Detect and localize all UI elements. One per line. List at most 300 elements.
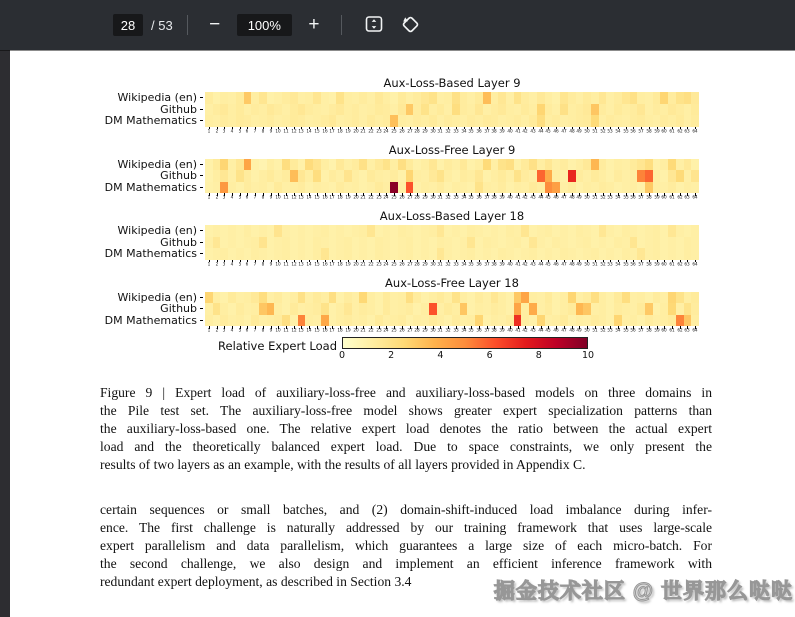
x-tick [614, 127, 622, 136]
heatmap-cell [352, 248, 360, 260]
watermark: 掘金技术社区 @ 世界那么哒哒 [493, 580, 793, 603]
heatmap-cell [545, 92, 553, 104]
x-tick [321, 193, 329, 202]
heatmap-cell [398, 237, 406, 249]
x-tick-label: 8 [261, 328, 265, 333]
heatmap-cell [329, 170, 337, 182]
heatmap-cell [606, 92, 614, 104]
heatmap-cell [498, 182, 506, 194]
heatmap-cell [274, 248, 282, 260]
heatmap-cell [444, 225, 452, 237]
heatmap-cell [614, 292, 622, 304]
heatmap-cell [274, 170, 282, 182]
x-tick [545, 127, 553, 136]
x-tick [467, 127, 475, 136]
heatmap-cell [676, 159, 684, 171]
heatmap-cell [336, 104, 344, 116]
x-tick-label: 37 [484, 195, 490, 200]
heatmap-cell [329, 248, 337, 260]
heatmap-cell [244, 159, 252, 171]
heatmap-cell [375, 292, 383, 304]
heatmap-cell [220, 237, 228, 249]
heatmap-cell [576, 92, 584, 104]
heatmap-cell [491, 315, 499, 327]
heatmap-cell [344, 170, 352, 182]
x-tick-label: 21 [360, 261, 366, 267]
heatmap-cell [329, 225, 337, 237]
heatmap-cell [684, 115, 692, 127]
heatmap-cell [467, 303, 475, 315]
x-tick-label: 36 [476, 128, 482, 134]
x-tick [228, 127, 236, 136]
page-number-input[interactable]: 28 [113, 14, 143, 36]
heatmap-cell [313, 159, 321, 171]
body-line: redundant expert deployment, as described in Section 3.4 [100, 574, 412, 589]
heatmap-cell [668, 182, 676, 194]
x-tick-label: 29 [422, 261, 428, 267]
heatmap-cell [390, 315, 398, 327]
x-tick [491, 326, 499, 335]
heatmap-cell [244, 182, 252, 194]
heatmap-cell [213, 159, 221, 171]
heatmap-cell [653, 237, 661, 249]
heatmap-cell [352, 159, 360, 171]
heatmap-cell [660, 182, 668, 194]
heatmap-cell [460, 115, 468, 127]
heatmap-cell [691, 170, 699, 182]
x-tick [498, 127, 506, 136]
heatmap-cell [552, 292, 560, 304]
x-tick-label: 8 [261, 128, 265, 134]
heatmap-cell [406, 170, 414, 182]
x-tick [390, 193, 398, 202]
heatmap-cell [298, 237, 306, 249]
x-tick [660, 260, 668, 269]
x-tick-label: 42 [522, 128, 529, 134]
x-tick [251, 260, 259, 269]
x-tick-label: 49 [576, 328, 583, 333]
heatmap-cell [537, 182, 545, 194]
x-tick-label: 61 [669, 261, 675, 267]
heatmap-cell [290, 170, 298, 182]
x-tick [537, 326, 545, 335]
heatmap-cell [236, 315, 244, 327]
x-tick-label: 26 [399, 328, 405, 333]
heatmap-cell [668, 159, 676, 171]
heatmap-cell [637, 92, 645, 104]
x-tick-label: 14 [306, 328, 312, 333]
heatmap-cell [506, 159, 514, 171]
x-tick-label: 21 [360, 328, 366, 333]
heatmap-cell [259, 292, 267, 304]
x-tick-label: 14 [306, 261, 312, 267]
heatmap-cell [691, 248, 699, 260]
heatmap-cell [444, 92, 452, 104]
heatmap-cell [637, 237, 645, 249]
x-tick [537, 127, 545, 136]
heatmap-cell [521, 92, 529, 104]
heatmap-cell [560, 115, 568, 127]
x-tick-label: 44 [538, 195, 544, 200]
heatmap-cell [344, 92, 352, 104]
heatmap-cell [637, 104, 645, 116]
x-tick [552, 326, 560, 335]
heatmap-cell [437, 182, 445, 194]
colorbar-ticks [338, 349, 595, 361]
heatmap-cell [514, 170, 522, 182]
heatmap-cell [421, 315, 429, 327]
heatmap-cell [359, 182, 367, 194]
heatmap-cell [529, 159, 537, 171]
heatmap-cell [228, 115, 236, 127]
heatmap-cell [691, 92, 699, 104]
x-tick-label: 20 [352, 195, 359, 200]
heatmap-cell [359, 92, 367, 104]
heatmap-cell [691, 159, 699, 171]
heatmap-cell [220, 92, 228, 104]
x-tick [514, 326, 522, 335]
heatmap-cell [691, 115, 699, 127]
x-tick-label: 56 [630, 195, 637, 200]
heatmap-cell [529, 104, 537, 116]
x-tick [653, 127, 661, 136]
heatmap-cell [514, 225, 522, 237]
heatmap-cell [344, 315, 352, 327]
heatmap-cell [545, 248, 553, 260]
heatmap-cell [537, 104, 545, 116]
x-tick-label: 17 [329, 195, 336, 200]
heatmap-cell [282, 237, 290, 249]
x-tick [622, 193, 630, 202]
heatmap-cell [606, 225, 614, 237]
x-tick-label: 23 [375, 328, 382, 333]
heatmap-cell [514, 182, 522, 194]
heatmap-cell [684, 237, 692, 249]
x-tick-label: 61 [669, 195, 675, 200]
rotate-button[interactable] [397, 12, 423, 38]
heatmap-cell [568, 182, 576, 194]
x-tick-label: 59 [653, 261, 660, 267]
heatmap-cell [259, 104, 267, 116]
heatmap-cell [244, 303, 252, 315]
figure-caption [100, 384, 712, 474]
heatmap-cell [259, 92, 267, 104]
x-tick-label: 25 [391, 128, 397, 134]
heatmap-cell [220, 303, 228, 315]
x-tick [637, 260, 645, 269]
x-tick-label: 8 [261, 261, 265, 267]
heatmap-cell [475, 303, 483, 315]
heatmap-cell [506, 182, 514, 194]
colorbar-label: Relative Expert Load [218, 339, 337, 353]
heatmap-cell [367, 170, 375, 182]
heatmap-cell [521, 315, 529, 327]
x-tick [591, 127, 599, 136]
heatmap-cell [406, 237, 414, 249]
x-tick [560, 193, 568, 202]
x-tick-label: 5 [238, 261, 242, 267]
heatmap-cell [521, 104, 529, 116]
heatmap-cell [491, 115, 499, 127]
x-tick [645, 260, 653, 269]
x-tick [614, 260, 622, 269]
x-tick [413, 326, 421, 335]
x-tick-label: 38 [491, 195, 498, 200]
x-tick-label: 57 [638, 261, 644, 267]
heatmap-cell [359, 225, 367, 237]
heatmap-cell [591, 170, 599, 182]
x-tick [529, 127, 537, 136]
heatmap-cell [383, 115, 391, 127]
row-label: DM Mathematics [104, 247, 197, 260]
heatmap-cell [305, 315, 313, 327]
x-tick [383, 260, 391, 269]
heatmap-cell [691, 237, 699, 249]
heatmap-cell [591, 303, 599, 315]
heatmap-cell [560, 170, 568, 182]
heatmap-cell [228, 170, 236, 182]
heatmap-cell [274, 315, 282, 327]
heatmap-cell [367, 115, 375, 127]
heatmap-cell [560, 225, 568, 237]
heatmap-cell [467, 104, 475, 116]
heatmap-cell [367, 104, 375, 116]
heatmap-cell [529, 170, 537, 182]
heatmap-cell [251, 104, 259, 116]
x-tick-label: 52 [599, 128, 606, 134]
x-tick [236, 193, 244, 202]
heatmap-cell [344, 159, 352, 171]
heatmap-cell [491, 170, 499, 182]
heatmap-cell [645, 104, 653, 116]
x-tick-label: 54 [615, 128, 621, 134]
x-tick-label: 23 [375, 128, 382, 134]
x-tick [545, 260, 553, 269]
caption-line: the Pile test set. The auxiliary-loss-free model shows greater expert specialization patterns than [100, 403, 712, 418]
heatmap-cell [251, 315, 259, 327]
heatmap-cell [676, 170, 684, 182]
x-tick-label: 18 [337, 261, 343, 267]
heatmap-cell [491, 303, 499, 315]
x-tick [498, 260, 506, 269]
heatmap-cell [452, 303, 460, 315]
y-tick [200, 109, 203, 110]
heatmap-cell [684, 104, 692, 116]
colorbar-tick-label: 8 [535, 350, 542, 361]
heatmap-cell [583, 315, 591, 327]
x-tick-label: 60 [661, 195, 667, 200]
y-tick [200, 187, 203, 188]
x-tick-label: 43 [530, 195, 536, 200]
x-tick [367, 326, 375, 335]
fit-to-page-button[interactable] [361, 12, 387, 38]
heatmap-cell [413, 237, 421, 249]
heatmap-cell [290, 115, 298, 127]
x-tick-label: 62 [677, 128, 683, 134]
heatmap-cell [622, 182, 630, 194]
heatmap-cell [321, 315, 329, 327]
x-tick-label: 41 [514, 128, 521, 134]
x-tick-label: 39 [499, 261, 505, 267]
heatmap-cell [460, 170, 468, 182]
heatmap-cell [390, 248, 398, 260]
heatmap-cell [452, 248, 460, 260]
heatmap-cell [220, 170, 228, 182]
heatmap-cell [352, 292, 360, 304]
x-tick [282, 193, 290, 202]
heatmap-cell [684, 170, 692, 182]
x-tick-label: 19 [345, 328, 351, 333]
heatmap-cell [267, 248, 275, 260]
heatmap-cell [645, 92, 653, 104]
heatmap-cell [437, 170, 445, 182]
heatmap-cell [321, 115, 329, 127]
heatmap-cell [545, 115, 553, 127]
row-label: Github [160, 235, 197, 249]
x-tick-label: 19 [345, 261, 351, 267]
heatmap-cell [552, 104, 560, 116]
caption-line: Figure 9 | Expert load of auxiliary-loss-free and auxiliary-loss-based models on three domains in [100, 385, 712, 400]
heatmap-cell [514, 115, 522, 127]
x-tick [460, 326, 468, 335]
x-tick-label: 60 [661, 128, 667, 134]
x-tick [290, 260, 298, 269]
heatmap-cell [622, 159, 630, 171]
heatmap-cell [545, 237, 553, 249]
heatmap-cell [576, 170, 584, 182]
heatmap-cell [560, 182, 568, 194]
x-tick-label: 14 [306, 128, 312, 134]
heatmap-cell [560, 248, 568, 260]
heatmap-cell [336, 237, 344, 249]
x-tick-label: 2 [215, 195, 218, 200]
heatmap-cell [568, 170, 576, 182]
heatmap-cell [313, 92, 321, 104]
heatmap-cell [282, 92, 290, 104]
heatmap-cell [452, 92, 460, 104]
x-tick-label: 4 [230, 195, 234, 200]
x-tick [421, 193, 429, 202]
heatmap-cell [244, 315, 252, 327]
heatmap-cell [336, 170, 344, 182]
x-tick [467, 260, 475, 269]
heatmap-cell [645, 182, 653, 194]
heatmap-cell [383, 92, 391, 104]
heatmap-cell [591, 182, 599, 194]
x-tick-label: 26 [399, 195, 405, 200]
colorbar-tick-label: 10 [581, 350, 595, 361]
x-tick-label: 53 [607, 195, 613, 200]
heatmap-cell [336, 315, 344, 327]
heatmap-cell [274, 92, 282, 104]
x-tick [398, 326, 406, 335]
x-tick [267, 326, 275, 335]
x-tick-label: 6 [246, 261, 249, 267]
heatmap-cell [668, 115, 676, 127]
heatmap-cell [614, 237, 622, 249]
heatmap-cell [491, 248, 499, 260]
heatmap-cell [313, 115, 321, 127]
x-tick [576, 326, 584, 335]
x-tick [329, 260, 337, 269]
x-tick [344, 193, 352, 202]
heatmap-cell [521, 182, 529, 194]
x-tick [390, 326, 398, 335]
heatmap-cell [606, 248, 614, 260]
heatmap-cell [599, 248, 607, 260]
x-tick [259, 326, 267, 335]
heatmap-cell [437, 292, 445, 304]
x-tick-label: 50 [584, 328, 590, 333]
heatmap-cell [367, 237, 375, 249]
heatmap-cell [653, 92, 661, 104]
heatmap-cell [545, 182, 553, 194]
x-tick [676, 193, 684, 202]
zoom-in-button[interactable] [301, 12, 327, 38]
heatmap-cell [251, 182, 259, 194]
x-tick [305, 127, 313, 136]
heatmap-cell [398, 170, 406, 182]
x-tick-label: 33 [453, 261, 459, 267]
colorbar-tick-label: 4 [437, 350, 444, 361]
x-tick [421, 127, 429, 136]
x-tick [583, 326, 591, 335]
x-tick-label: 53 [607, 328, 613, 333]
heatmap-cell [290, 315, 298, 327]
heatmap-cell [630, 225, 638, 237]
zoom-out-button[interactable] [202, 12, 228, 38]
heatmap-cell [660, 237, 668, 249]
heatmap-cell [413, 159, 421, 171]
heatmap-cell [251, 115, 259, 127]
x-tick [267, 127, 275, 136]
heatmap-cell [452, 182, 460, 194]
heatmap-cell [413, 303, 421, 315]
x-tick-label: 33 [453, 128, 459, 134]
x-tick-label: 30 [430, 128, 436, 134]
y-tick [200, 297, 203, 298]
heatmap-cell [413, 115, 421, 127]
heatmap-cell [205, 170, 213, 182]
heatmap-cell [475, 170, 483, 182]
x-tick-label: 36 [476, 328, 482, 333]
heatmap-cell [251, 170, 259, 182]
heatmap-cell [498, 292, 506, 304]
heatmap-cell [529, 303, 537, 315]
x-tick [336, 193, 344, 202]
heatmap-cell [444, 115, 452, 127]
x-tick-label: 39 [499, 128, 505, 134]
x-tick [205, 326, 213, 335]
x-tick [645, 127, 653, 136]
heatmap-cell [359, 292, 367, 304]
x-tick [521, 260, 529, 269]
x-tick [274, 193, 282, 202]
heatmap-cell [413, 182, 421, 194]
heatmap-cell [344, 292, 352, 304]
x-tick [236, 326, 244, 335]
x-tick-label: 31 [437, 261, 444, 267]
heatmap-cell [614, 248, 622, 260]
heatmap-cell [545, 303, 553, 315]
heatmap-cell [429, 303, 437, 315]
heatmap-cell [537, 237, 545, 249]
heatmap-cell [344, 303, 352, 315]
heatmap-cell [576, 182, 584, 194]
x-tick [506, 127, 514, 136]
x-tick-label: 32 [445, 128, 451, 134]
heatmap-cell [336, 92, 344, 104]
